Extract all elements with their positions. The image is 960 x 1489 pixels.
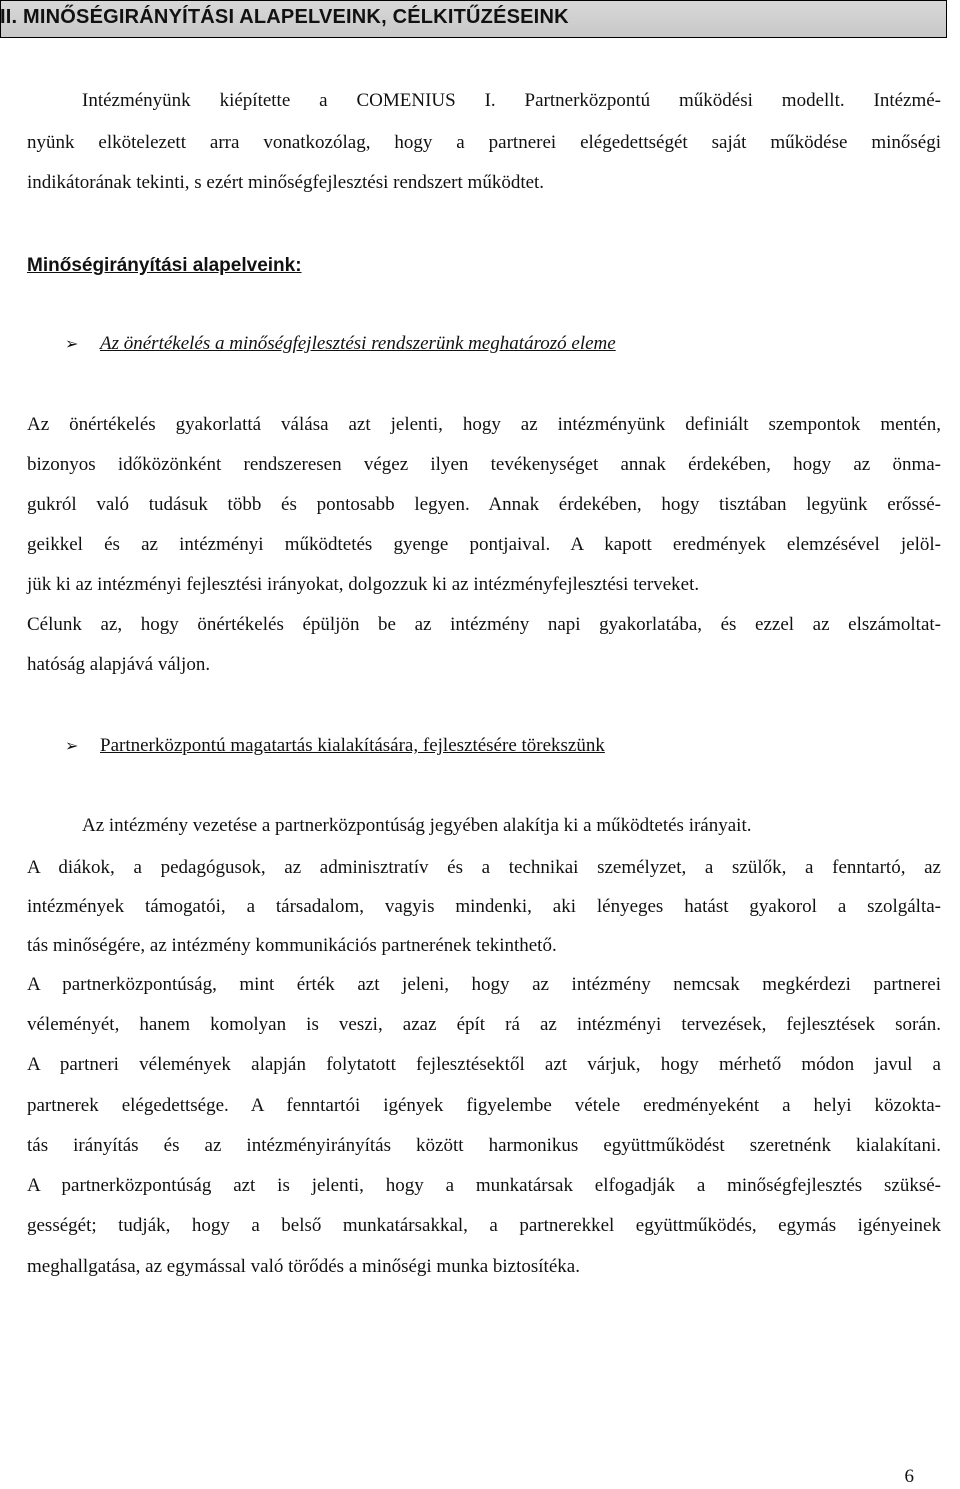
section2-line-4: tás minőségére, az intézmény kommunikációs partnerének tekinthető. [27,935,557,956]
section2-line-8: partnerek elégedettsége. A fenntartói igények figyelembe vétele eredményeként a helyi közokta- [27,1095,941,1116]
section2-line-10: A partnerközpontúság azt is jelenti, hogy a munkatársak elfogadják a minőségfejlesztés szüksé- [27,1175,941,1196]
section1-line-2: bizonyos időközönként rendszeresen végez ilyen tevékenységet annak érdekében, hogy az önma- [27,454,941,475]
page-number: 6 [904,1466,914,1487]
bullet-arrow-icon-2: ➢ [65,738,79,755]
intro-line-3: indikátorának tekinti, s ezért minőségfejlesztési rendszert működtet. [27,172,545,193]
section2-line-9: tás irányítás és az intézményirányítás között harmonikus együttműködést szeretnénk kialakítani. [27,1135,941,1156]
section1-line-7: hatóság alapjává váljon. [27,654,211,675]
section2-line-7: A partneri vélemények alapján folytatott fejlesztésektől azt várjuk, hogy mérhető módon javul a [27,1054,941,1075]
section1-title: Az önértékelés a minőségfejlesztési rendszerünk meghatározó eleme [100,333,616,354]
section1-line-6: Célunk az, hogy önértékelés épüljön be az intézmény napi gyakorlatába, és ezzel az elszámoltat- [27,614,941,635]
intro-line-2: nyünk elkötelezett arra vonatkozólag, hogy a partnerei elégedettségét saját működése minőségi [27,132,941,153]
intro-line-1: Intézményünk kiépítette a COMENIUS I. Partnerközpontú működési modellt. Intézmé- [82,90,941,111]
section2-line-3: intézmények támogatói, a társadalom, vagyis mindenki, aki lényeges hatást gyakorol a szolgálta- [27,896,941,917]
section2-line-1: Az intézmény vezetése a partnerközpontúság jegyében alakítja ki a működtetés irányait. [82,815,752,836]
section1-line-1: Az önértékelés gyakorlattá válása azt jelenti, hogy az intézményünk definiált szempontok mentén, [27,414,941,435]
bullet-arrow-icon: ➢ [65,336,79,353]
section1-line-4: geikkel és az intézményi működtetés gyenge pontjaival. A kapott eredmények elemzésével jelöl- [27,534,941,555]
section2-line-12: meghallgatása, az egymással való törődés a minőségi munka biztosítéka. [27,1256,580,1277]
section2-line-2: A diákok, a pedagógusok, az adminisztratív és a technikai személyzet, a szülők, a fenntartó, az [27,857,941,878]
section2-line-6: véleményét, hanem komolyan is veszi, azaz épít rá az intézményi tervezések, fejlesztések során. [27,1014,941,1035]
section2-title: Partnerközpontú magatartás kialakítására, fejlesztésére törekszünk [100,735,605,756]
principles-heading: Minőségirányítási alapelveink: [27,255,302,276]
section1-line-3: gukról való tudásuk több és pontosabb legyen. Annak érdekében, hogy tisztában legyünk erőssé- [27,494,941,515]
section1-line-5: jük ki az intézményi fejlesztési irányokat, dolgozzuk ki az intézményfejlesztési terveket. [27,574,700,595]
section2-line-5: A partnerközpontúság, mint érték azt jeleni, hogy az intézmény nemcsak megkérdezi partnerei [27,974,941,995]
section2-line-11: gességét; tudják, hogy a belső munkatársakkal, a partnerekkel együttműködés, egymás igényeinek [27,1215,941,1236]
section-title: II. MINŐSÉGIRÁNYÍTÁSI ALAPELVEINK, CÉLKITŰZÉSEINK [0,6,569,28]
